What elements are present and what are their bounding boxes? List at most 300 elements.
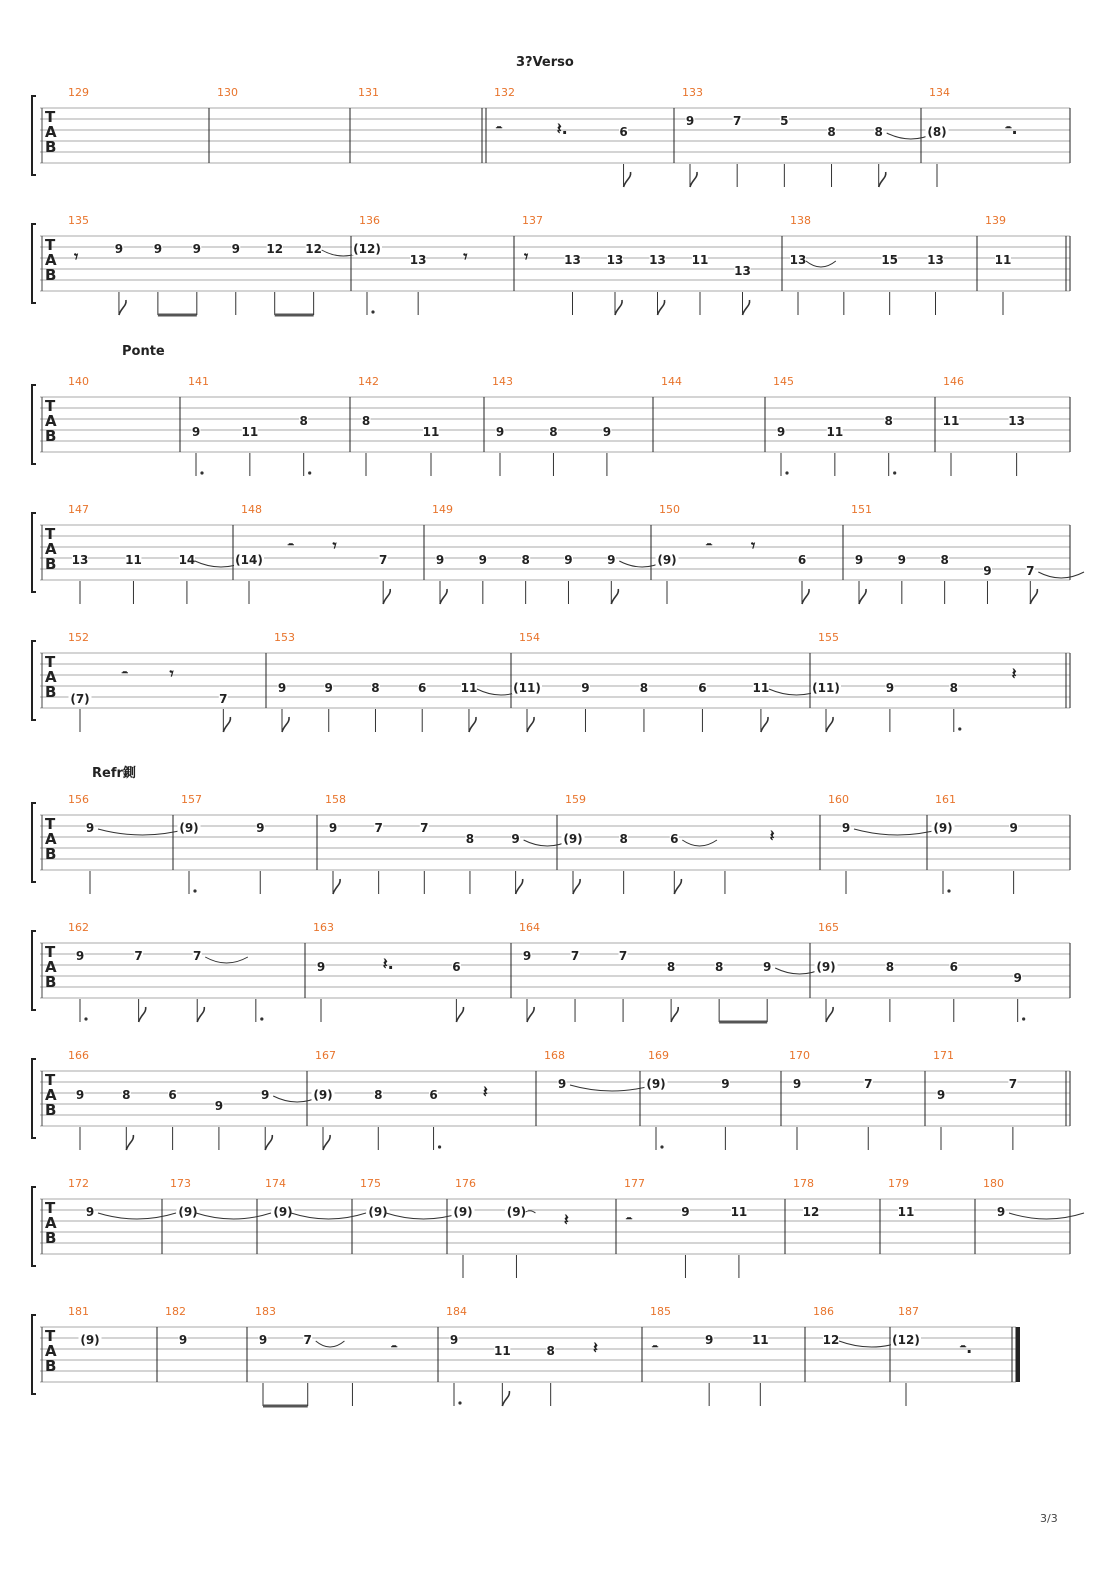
eighth-flag: [333, 879, 340, 894]
fret-number: 13: [734, 264, 751, 278]
fret-number: 7: [193, 949, 202, 963]
tab-clef-letter: A: [45, 1342, 57, 1360]
fret-number: 11: [826, 425, 844, 439]
fret-number: 7: [1008, 1077, 1018, 1091]
rest-symbol: 𝄾: [332, 536, 337, 555]
eighth-flag: [573, 879, 580, 894]
tab-clef-letter: A: [45, 1086, 57, 1104]
tie: [1009, 1213, 1084, 1219]
fret-number: 6: [418, 681, 427, 695]
fret-number: 9: [153, 242, 163, 256]
eighth-flag: [611, 589, 618, 604]
tab-clef-letter: B: [45, 683, 57, 701]
fret-number: 9: [897, 553, 907, 567]
fret-number: 9: [581, 681, 590, 695]
dot: [200, 471, 203, 474]
dot: [438, 1145, 441, 1148]
eighth-flag: [527, 1007, 534, 1022]
eighth-flag: [282, 717, 289, 732]
fret-number: 6: [670, 832, 679, 846]
system-bracket: [32, 96, 36, 175]
fret-number: 13: [649, 253, 666, 267]
fret-number: 11: [493, 1344, 511, 1358]
fret-number: 8: [884, 414, 893, 428]
eighth-flag: [671, 1007, 678, 1022]
measure-number: 150: [659, 503, 680, 516]
fret-number: 8: [549, 425, 558, 439]
fret-number: 13: [789, 253, 807, 267]
tie: [291, 1213, 366, 1219]
fret-number: 9: [328, 821, 338, 835]
measure-number: 151: [851, 503, 872, 516]
dot: [785, 471, 788, 474]
fret-number: 8: [827, 125, 836, 139]
fret-number: 7: [1026, 564, 1035, 578]
fret-number: 11: [460, 681, 478, 695]
fret-number: 7: [420, 821, 429, 835]
eighth-flag: [119, 300, 126, 315]
eighth-flag: [223, 717, 230, 732]
fret-number: 7: [219, 692, 228, 706]
fret-number: 12: [802, 1205, 820, 1219]
eighth-flag: [674, 879, 681, 894]
measure-number: 144: [661, 375, 682, 388]
rest-symbol: 𝄽: [482, 1082, 488, 1101]
fret-number: 9: [762, 960, 772, 974]
measure-number: 134: [929, 86, 950, 99]
fret-number: 12: [822, 1333, 840, 1347]
dot: [893, 471, 896, 474]
measure-number: 148: [241, 503, 262, 516]
measure-number: 176: [455, 1177, 476, 1190]
measure-number: 142: [358, 375, 379, 388]
fret-number: 9: [602, 425, 612, 439]
tab-clef-letter: B: [45, 1229, 57, 1247]
tab-clef-letter: A: [45, 412, 57, 430]
rest-symbol: 𝄼: [391, 1338, 398, 1357]
fret-number: 11: [897, 1205, 915, 1219]
fret-number: 9: [1013, 971, 1022, 985]
tie: [854, 829, 941, 835]
measure-number: 155: [818, 631, 839, 644]
fret-number: 12: [266, 242, 284, 256]
fret-number: 8: [885, 960, 895, 974]
fret-number: 9: [721, 1077, 730, 1091]
fret-number: 9: [478, 553, 488, 567]
eighth-flag: [265, 1135, 272, 1150]
tab-clef-letter: B: [45, 1101, 57, 1119]
fret-number: 13: [71, 553, 89, 567]
dot: [371, 310, 374, 313]
section-label-chorus: Refr鍘: [92, 766, 136, 781]
measure-number: 132: [494, 86, 515, 99]
rest-symbol: 𝄼: [706, 536, 713, 555]
eighth-flag: [383, 589, 390, 604]
eighth-flag: [615, 300, 622, 315]
tab-clef-letter: T: [45, 236, 56, 254]
system-bracket: [32, 803, 36, 882]
fret-number: 7: [374, 821, 383, 835]
fret-number: 11: [241, 425, 259, 439]
measure-number: 178: [793, 1177, 814, 1190]
fret-number: 9: [114, 242, 124, 256]
rest-symbol: 𝄽: [593, 1338, 598, 1357]
fret-number: (9): [933, 821, 953, 835]
measure-number: 143: [492, 375, 513, 388]
tab-clef-letter: A: [45, 668, 57, 686]
tab-clef-letter: T: [45, 1327, 56, 1345]
dot: [1022, 1017, 1025, 1020]
fret-number: 9: [85, 1205, 95, 1219]
dot: [947, 889, 950, 892]
eighth-flag: [440, 589, 447, 604]
fret-number: (9): [563, 832, 583, 846]
measure-number: 185: [650, 1305, 671, 1318]
measure-number: 183: [255, 1305, 276, 1318]
tab-clef-letter: A: [45, 540, 57, 558]
measure-number: 141: [188, 375, 209, 388]
measure-number: 131: [358, 86, 379, 99]
fret-number: 11: [994, 253, 1012, 267]
fret-number: 8: [371, 681, 380, 695]
fret-number: 9: [75, 949, 85, 963]
fret-number: 5: [780, 114, 789, 128]
measure-number: 164: [519, 921, 540, 934]
fret-number: 8: [940, 553, 949, 567]
measure-number: 169: [648, 1049, 669, 1062]
dot: [958, 727, 961, 730]
fret-number: 8: [639, 681, 649, 695]
fret-number: 9: [449, 1333, 459, 1347]
measure-number: 160: [828, 793, 849, 806]
fret-number: 8: [546, 1344, 555, 1358]
fret-number: (9): [80, 1333, 100, 1347]
fret-number: 9: [885, 681, 895, 695]
measure-number: 168: [544, 1049, 565, 1062]
fret-number: 11: [942, 414, 960, 428]
fret-number: 8: [465, 832, 475, 846]
fret-number: 7: [378, 553, 388, 567]
tab-clef-letter: A: [45, 958, 57, 976]
tab-clef-letter: T: [45, 653, 56, 671]
fret-number: (12): [892, 1333, 920, 1347]
eighth-flag: [802, 589, 809, 604]
measure-number: 175: [360, 1177, 381, 1190]
measure-number: 137: [522, 214, 543, 227]
eighth-flag: [658, 300, 665, 315]
measure-number: 139: [985, 214, 1006, 227]
tie: [806, 261, 836, 267]
measure-number: 171: [933, 1049, 954, 1062]
rest-symbol: 𝄼: [652, 1338, 659, 1357]
measure-number: 159: [565, 793, 586, 806]
measure-number: 147: [68, 503, 89, 516]
fret-number: 9: [996, 1205, 1006, 1219]
fret-number: 7: [303, 1333, 312, 1347]
rest-symbol: 𝄽.: [556, 119, 568, 138]
fret-number: 9: [854, 553, 864, 567]
measure-number: 172: [68, 1177, 89, 1190]
fret-number: 9: [316, 960, 326, 974]
fret-number: 9: [1009, 821, 1018, 835]
fret-number: 8: [619, 832, 628, 846]
fret-number: 9: [75, 1088, 85, 1102]
dot: [458, 1401, 461, 1404]
eighth-flag: [502, 1391, 509, 1406]
measure-number: 156: [68, 793, 89, 806]
dot: [260, 1017, 263, 1020]
tab-clef-letter: B: [45, 427, 57, 445]
tab-clef-letter: B: [45, 1357, 57, 1375]
rest-symbol: 𝄽.: [382, 954, 394, 973]
fret-number: 9: [564, 553, 573, 567]
fret-number: 9: [277, 681, 287, 695]
fret-number: 7: [570, 949, 580, 963]
measure-number: 173: [170, 1177, 191, 1190]
fret-number: (9): [646, 1077, 666, 1091]
section-label-bridge: Ponte: [122, 344, 165, 359]
eighth-flag: [826, 1007, 833, 1022]
fret-number: 6: [168, 1088, 177, 1102]
fret-number: (12): [353, 242, 381, 256]
fret-number: 9: [261, 1088, 270, 1102]
tie: [205, 957, 248, 963]
measure-number: 157: [181, 793, 202, 806]
fret-number: (8): [927, 125, 947, 139]
eighth-flag: [690, 172, 697, 187]
dot: [84, 1017, 87, 1020]
dot: [660, 1145, 663, 1148]
fret-number: 9: [511, 832, 520, 846]
fret-number: 9: [191, 425, 201, 439]
fret-number: 8: [714, 960, 724, 974]
eighth-flag: [139, 1007, 146, 1022]
eighth-flag: [323, 1135, 330, 1150]
fret-number: 11: [730, 1205, 748, 1219]
fret-number: 9: [776, 425, 786, 439]
tab-clef-letter: B: [45, 555, 57, 573]
measure-number: 182: [165, 1305, 186, 1318]
measure-number: 154: [519, 631, 540, 644]
eighth-flag: [879, 172, 886, 187]
fret-number: 7: [732, 114, 742, 128]
fret-number: (9): [816, 960, 836, 974]
fret-number: 9: [841, 821, 851, 835]
fret-number: (9): [368, 1205, 388, 1219]
tab-clef-letter: B: [45, 138, 57, 156]
measure-number: 167: [315, 1049, 336, 1062]
fret-number: 9: [522, 949, 532, 963]
fret-number: 6: [619, 125, 628, 139]
fret-number: 7: [134, 949, 143, 963]
fret-number: 13: [409, 253, 427, 267]
measure-number: 129: [68, 86, 89, 99]
tie: [1038, 572, 1084, 578]
eighth-flag: [624, 172, 631, 187]
fret-number: 9: [214, 1099, 224, 1113]
fret-number: (9): [273, 1205, 293, 1219]
measure-number: 152: [68, 631, 89, 644]
system-bracket: [32, 1187, 36, 1266]
measure-number: 145: [773, 375, 794, 388]
fret-number: (9): [178, 1205, 198, 1219]
fret-number: 8: [361, 414, 371, 428]
rest-symbol: 𝄼.: [1005, 119, 1018, 138]
tab-clef-letter: B: [45, 973, 57, 991]
fret-number: 9: [85, 821, 95, 835]
fret-number: (11): [812, 681, 840, 695]
fret-number: 13: [606, 253, 624, 267]
fret-number: 6: [698, 681, 707, 695]
measure-number: 158: [325, 793, 346, 806]
fret-number: (9): [313, 1088, 333, 1102]
measure-number: 166: [68, 1049, 89, 1062]
tab-clef-letter: T: [45, 397, 56, 415]
fret-number: 11: [751, 1333, 769, 1347]
fret-number: 8: [949, 681, 958, 695]
fret-number: 15: [881, 253, 899, 267]
fret-number: 11: [422, 425, 440, 439]
system-bracket: [32, 513, 36, 592]
eighth-flag: [197, 1007, 204, 1022]
tie: [316, 1341, 345, 1347]
fret-number: 9: [983, 564, 992, 578]
tab-clef-letter: T: [45, 815, 56, 833]
measure-number: 138: [790, 214, 811, 227]
eighth-flag: [516, 879, 523, 894]
section-label-verse: 3?Verso: [516, 55, 574, 70]
fret-number: (9): [453, 1205, 473, 1219]
fret-number: 8: [666, 960, 676, 974]
system-bracket: [32, 931, 36, 1010]
fret-number: 9: [256, 821, 265, 835]
tab-clef-letter: B: [45, 845, 57, 863]
eighth-flag: [1030, 589, 1037, 604]
fret-number: 9: [495, 425, 505, 439]
eighth-flag: [527, 717, 534, 732]
fret-number: 9: [231, 242, 240, 256]
fret-number: 6: [452, 960, 461, 974]
rest-symbol: 𝄽: [563, 1210, 569, 1229]
tie: [98, 829, 187, 835]
tie: [98, 1213, 176, 1219]
system-bracket: [32, 641, 36, 720]
fret-number: 8: [122, 1088, 131, 1102]
fret-number: 7: [618, 949, 628, 963]
measure-number: 130: [217, 86, 238, 99]
rest-symbol: 𝄼: [287, 536, 294, 555]
measure-number: 153: [274, 631, 295, 644]
tab-clef-letter: A: [45, 123, 57, 141]
measure-number: 140: [68, 375, 89, 388]
tab-clef-letter: T: [45, 1199, 56, 1217]
eighth-flag: [826, 717, 833, 732]
rest-symbol: 𝄾: [751, 536, 756, 555]
fret-number: 9: [685, 114, 695, 128]
tab-clef-letter: T: [45, 943, 56, 961]
fret-number: 9: [192, 242, 201, 256]
tab-clef-letter: A: [45, 1214, 57, 1232]
fret-number: (11): [513, 681, 541, 695]
measure-number: 146: [943, 375, 964, 388]
fret-number: 8: [374, 1088, 383, 1102]
tie: [570, 1085, 654, 1091]
page-number: 3/3: [1040, 1512, 1058, 1525]
fret-number: 6: [429, 1088, 438, 1102]
dot: [308, 471, 311, 474]
measure-number: 162: [68, 921, 89, 934]
fret-number: 9: [324, 681, 333, 695]
fret-number: 11: [125, 553, 142, 567]
fret-number: 9: [607, 553, 616, 567]
rest-symbol: 𝄾: [169, 664, 174, 683]
fret-number: 8: [299, 414, 308, 428]
eighth-flag: [456, 1007, 463, 1022]
rest-symbol: 𝄼: [496, 119, 503, 138]
fret-number: 9: [178, 1333, 188, 1347]
fret-number: 9: [557, 1077, 567, 1091]
measure-number: 133: [682, 86, 703, 99]
measure-number: 136: [359, 214, 380, 227]
fret-number: 9: [704, 1333, 714, 1347]
tab-clef-letter: A: [45, 251, 57, 269]
fret-number: (14): [235, 553, 263, 567]
eighth-flag: [761, 717, 768, 732]
measure-number: 174: [265, 1177, 286, 1190]
fret-number: 9: [435, 553, 445, 567]
tie: [386, 1213, 461, 1219]
measure-number: 163: [313, 921, 334, 934]
rest-symbol: 𝄽: [1011, 664, 1017, 683]
eighth-flag: [743, 300, 750, 315]
measure-number: 170: [789, 1049, 810, 1062]
measure-number: 177: [624, 1177, 645, 1190]
tab-clef-letter: T: [45, 108, 56, 126]
fret-number: 11: [752, 681, 770, 695]
tab-clef-letter: T: [45, 1071, 56, 1089]
fret-number: 12: [305, 242, 322, 256]
eighth-flag: [469, 717, 476, 732]
tab-clef-letter: B: [45, 266, 57, 284]
measure-number: 184: [446, 1305, 467, 1318]
rest-symbol: 𝄾: [463, 247, 468, 266]
tab-clef-letter: T: [45, 525, 56, 543]
measure-number: 181: [68, 1305, 89, 1318]
measure-number: 165: [818, 921, 839, 934]
fret-number: 9: [792, 1077, 802, 1091]
rest-symbol: 𝄼.: [960, 1338, 973, 1357]
rest-symbol: 𝄽: [769, 826, 775, 845]
rest-symbol: 𝄾: [74, 247, 79, 266]
tab-clef-letter: A: [45, 830, 57, 848]
fret-number: 14: [178, 553, 196, 567]
measure-number: 186: [813, 1305, 834, 1318]
fret-number: 9: [936, 1088, 946, 1102]
system-bracket: [32, 224, 36, 303]
fret-number: 8: [874, 125, 883, 139]
fret-number: 13: [564, 253, 581, 267]
fret-number: 13: [927, 253, 944, 267]
measure-number: 179: [888, 1177, 909, 1190]
tie: [682, 840, 717, 846]
rest-symbol: 𝄼: [626, 1210, 633, 1229]
eighth-flag: [126, 1135, 133, 1150]
fret-number: (9): [179, 821, 199, 835]
system-bracket: [32, 1315, 36, 1394]
fret-number: (9): [506, 1205, 527, 1219]
tie: [196, 1213, 271, 1219]
fret-number: (9): [657, 553, 677, 567]
